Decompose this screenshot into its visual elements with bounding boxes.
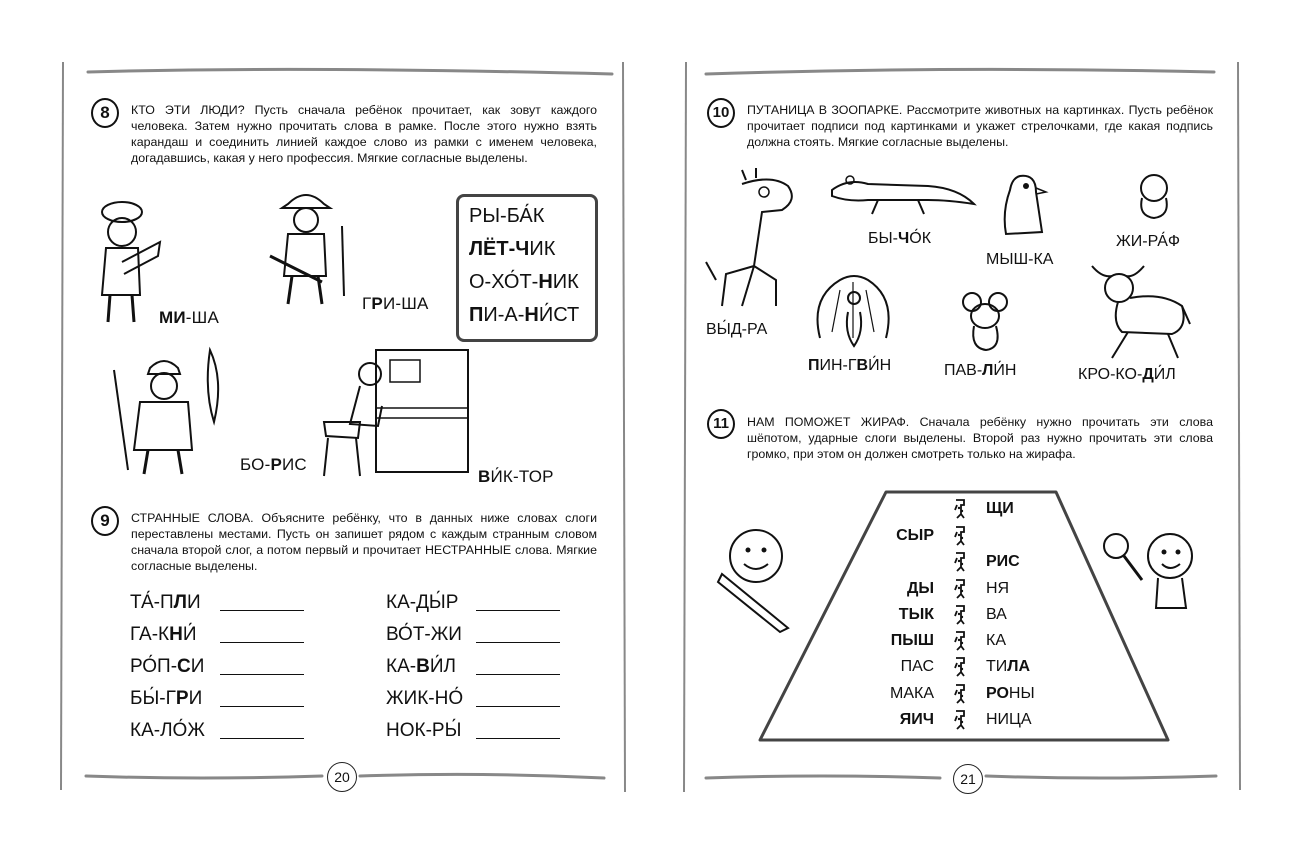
task11-instructions: НАМ ПОМОЖЕТ ЖИРАФ. Сначала ребёнку нужно прочитать эти слова шёпотом, ударные слоги выделены. Второй раз нужно прочитать эти слова громко, при этом он должен смотреть только на жирафа. [747, 415, 1213, 461]
giraffe-icon [952, 656, 968, 678]
task11-number: 11 [707, 409, 735, 439]
answer-line[interactable] [476, 706, 560, 707]
answer-line[interactable] [220, 706, 304, 707]
pyramid-right-syllable: РОНЫ [986, 685, 1035, 702]
strange-word-nokry: НОК-РЫ́ [386, 720, 462, 741]
girl-with-magnifier-illustration [1102, 522, 1202, 622]
giraffe-icon [952, 525, 968, 547]
pyramid-right-syllable: РИС [986, 553, 1020, 570]
peacock-illustration [810, 268, 896, 352]
box-word-okhotnik: О-ХО́Т-НИК [469, 271, 579, 293]
box-word-pianist: ПИ-А-НИ́СТ [469, 304, 580, 326]
strange-word-tapli: ТА́-ПЛИ [130, 592, 201, 613]
giraffe-icon [952, 630, 968, 652]
pyramid-left-syllable: ПАС [900, 658, 934, 675]
pyramid-right-syllable: ТИЛА [986, 658, 1031, 675]
answer-line[interactable] [220, 674, 304, 675]
answer-line[interactable] [476, 610, 560, 611]
pyramid-left-syllable: МАКА [890, 685, 934, 702]
giraffe-icon [952, 551, 968, 573]
pyramid-left-syllable: ПЫШ [890, 632, 934, 649]
otter-illustration [1128, 172, 1182, 222]
answer-line[interactable] [476, 738, 560, 739]
answer-line[interactable] [220, 738, 304, 739]
animal-label-pavlin: ПАВ-ЛИ́Н [944, 362, 1017, 379]
answer-line[interactable] [220, 610, 304, 611]
animal-label-myshka: МЫШ-КА [986, 251, 1054, 268]
pyramid-right-syllable: НИЦА [986, 711, 1032, 728]
pyramid-left-syllable: ДЫ [906, 580, 934, 597]
profession-word-box [456, 194, 598, 342]
hunter-illustration [266, 186, 356, 311]
page-number-left: 20 [327, 762, 357, 792]
pyramid-left-syllable: ЯИЧ [899, 711, 934, 728]
pyramid-right-syllable: КА [986, 632, 1006, 649]
strange-word-kavil: КА-ВИ́Л [386, 656, 456, 677]
giraffe-icon [952, 578, 968, 600]
animal-label-bychok: БЫ-ЧО́К [868, 230, 932, 247]
bull-illustration [1082, 262, 1192, 362]
right-page [650, 0, 1300, 853]
page-number-right: 21 [953, 764, 983, 794]
fisherman-illustration [104, 350, 230, 480]
giraffe-icon [952, 683, 968, 705]
task9-instructions: СТРАННЫЕ СЛОВА. Объясните ребёнку, что в данных ниже словах слоги переставлены местами. Пусть он запишет рядом с каждым странным словом сначала второй слог, а потом первый и прочитает НЕСТРАННЫЕ слова. Мягкие согласные выделены. [131, 511, 597, 573]
name-misha: МИ-ША [159, 308, 219, 327]
animal-label-vydra: ВЫ́Д-РА [706, 321, 768, 338]
animal-label-zhiraf: ЖИ-РА́Ф [1116, 233, 1181, 250]
name-boris: БО-РИС [240, 455, 307, 474]
task8-instructions: КТО ЭТИ ЛЮДИ? Пусть сначала ребёнок прочитает, как зовут каждого человека. Затем нужно прочитать слова в рамке. После этого нужно взять карандаш и соединить линией каждое слово из рамки с именем человека, догадавшись, какая у него профессия. Мягкие согласные выделены. [131, 103, 597, 165]
task8-number: 8 [91, 98, 119, 128]
pyramid-right-syllable: ВА [986, 606, 1007, 623]
strange-word-gakni: ГА-КНИ́ [130, 624, 197, 645]
task10-instructions: ПУТАНИЦА В ЗООПАРКЕ. Рассмотрите животных на картинках. Пусть ребёнок прочитает подписи под картинками и укажет стрелочками, где какая подпись должна стоять. Мягкие согласные выделены. [747, 103, 1213, 149]
box-word-rybak: РЫ-БА́К [469, 205, 545, 227]
giraffe-icon [952, 709, 968, 731]
task10-number: 10 [707, 98, 735, 128]
pyramid-left-syllable: СЫР [896, 527, 934, 544]
box-word-letchik: ЛЁТ-ЧИК [469, 238, 556, 260]
giraffe-illustration [702, 170, 812, 310]
answer-line[interactable] [476, 674, 560, 675]
animal-label-pingvin: ПИН-ГВИ́Н [808, 357, 892, 374]
strange-word-votzhi: ВО́Т-ЖИ [386, 624, 462, 645]
strange-word-kadyr: КА-ДЫ́Р [386, 592, 459, 613]
strange-word-kalozh: КА-ЛО́Ж [130, 720, 205, 741]
penguin-illustration [996, 172, 1052, 242]
name-viktor: ВИ́К-ТОР [478, 467, 554, 486]
answer-line[interactable] [220, 642, 304, 643]
pyramid-left-syllable: ТЫК [898, 606, 934, 623]
strange-word-ropsi: РО́П-СИ [130, 656, 205, 677]
animal-label-krokodil: КРО-КО-ДИ́Л [1078, 366, 1176, 383]
mouse-illustration [958, 292, 1014, 354]
name-grisha: ГРИ-ША [362, 294, 429, 313]
pyramid-right-syllable: ЩИ [986, 500, 1014, 517]
giraffe-icon [952, 604, 968, 626]
strange-word-bygri: БЫ́-ГРИ [130, 688, 203, 709]
pyramid-right-syllable: НЯ [986, 580, 1010, 597]
answer-line[interactable] [476, 642, 560, 643]
giraffe-icon [952, 498, 968, 520]
task9-number: 9 [91, 506, 119, 536]
pianist-illustration [320, 350, 470, 482]
pilot-illustration [92, 190, 162, 330]
crocodile-illustration [828, 170, 978, 220]
strange-word-zhikno: ЖИК-НО́ [386, 688, 464, 709]
